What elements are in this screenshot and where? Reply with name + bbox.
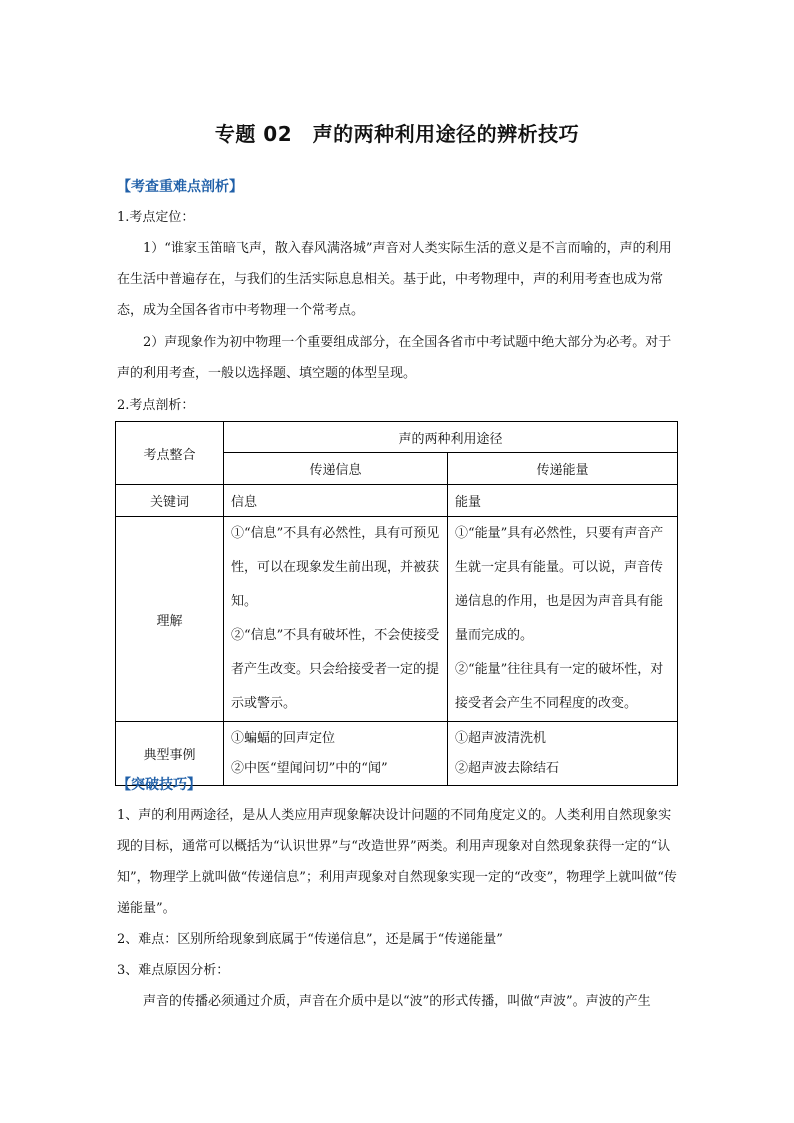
- understand-information: [224, 517, 448, 722]
- table-header-top: 声的两种利用途径: [224, 422, 678, 453]
- example-information-1: ①蝙蝠的回声定位: [231, 730, 336, 746]
- paragraph-breakthrough-4: 声音的传播必须通过介质，声音在介质中是以“波”的形式传播，叫做“声波”。声波的产生: [143, 994, 651, 1009]
- row-label-example: 典型事例: [116, 722, 224, 786]
- example-energy-2: ②超声波去除结石: [455, 760, 560, 776]
- row-label-understand: 理解: [116, 517, 224, 722]
- table-header-left: 考点整合: [116, 422, 224, 485]
- paragraph-breakthrough-1: 1、声的利用两途径，是从人类应用声现象解决设计问题的不同角度定义的。人类利用自然现象实现的目标，通常可以概括为“认识世界”与“改造世界”两类。利用声现象对自然现象获得一定的“认知”，物理学上就叫做“传递信息”；利用声现象对自然现象实现一定的“改变”，物理学上就叫做“传递能量”。: [117, 808, 677, 916]
- table-col-information: 传递信息: [224, 453, 448, 485]
- paragraph-breakthrough-3: 3、难点原因分析：: [117, 963, 230, 978]
- example-information-2: ②中医“望闻问切”中的“闻”: [231, 760, 388, 776]
- analysis-table: [115, 421, 678, 786]
- understand-energy: [448, 517, 678, 722]
- paragraph-positioning-2: 2）声现象作为初中物理一个重要组成部分，在全国各省市中考试题中绝大部分为必考。对于声的利用考查，一般以选择题、填空题的体型呈现。: [117, 335, 672, 381]
- example-energy-1: ①超声波清洗机: [455, 730, 547, 746]
- table-col-energy: 传递能量: [448, 453, 678, 485]
- understand-energy-1: ①“能量”具有必然性，只要有声音产生就一定具有能量。可以说，声音传递信息的作用，也是因为声音具有能量而完成的。: [455, 526, 664, 643]
- subheading-analysis: 2.考点剖析：: [117, 398, 195, 413]
- example-energy: [448, 722, 678, 786]
- row-label-keyword: 关键词: [116, 485, 224, 517]
- keyword-energy: 能量: [448, 485, 678, 517]
- example-information: [224, 722, 448, 786]
- section-heading-breakthrough: 【突破技巧】: [117, 777, 201, 793]
- understand-information-2: ②“信息”不具有破坏性，不会使接受者产生改变。只会给接受者一定的提示或警示。: [231, 628, 440, 711]
- document-title: 专题 02 声的两种利用途径的辨析技巧: [214, 122, 580, 146]
- keyword-information: 信息: [224, 485, 448, 517]
- table-row: [116, 517, 678, 722]
- understand-information-1: ①“信息”不具有必然性，具有可预见性，可以在现象发生前出现，并被获知。: [231, 526, 440, 609]
- table-row: [116, 485, 678, 517]
- paragraph-breakthrough-2: 2、难点：区别所给现象到底属于“传递信息”，还是属于“传递能量”: [117, 932, 503, 947]
- paragraph-positioning-1: 1）“谁家玉笛暗飞声，散入春风满洛城”声音对人类实际生活的意义是不言而喻的，声的利用在生活中普遍存在，与我们的生活实际息息相关。基于此，中考物理中，声的利用考查也成为常态，成为全国各省市中考物理一个常考点。: [117, 241, 672, 318]
- understand-energy-2: ②“能量”往往具有一定的破坏性，对接受者会产生不同程度的改变。: [455, 662, 664, 711]
- section-heading-analysis: 【考查重难点剖析】: [117, 179, 243, 195]
- subheading-positioning: 1.考点定位：: [117, 210, 195, 225]
